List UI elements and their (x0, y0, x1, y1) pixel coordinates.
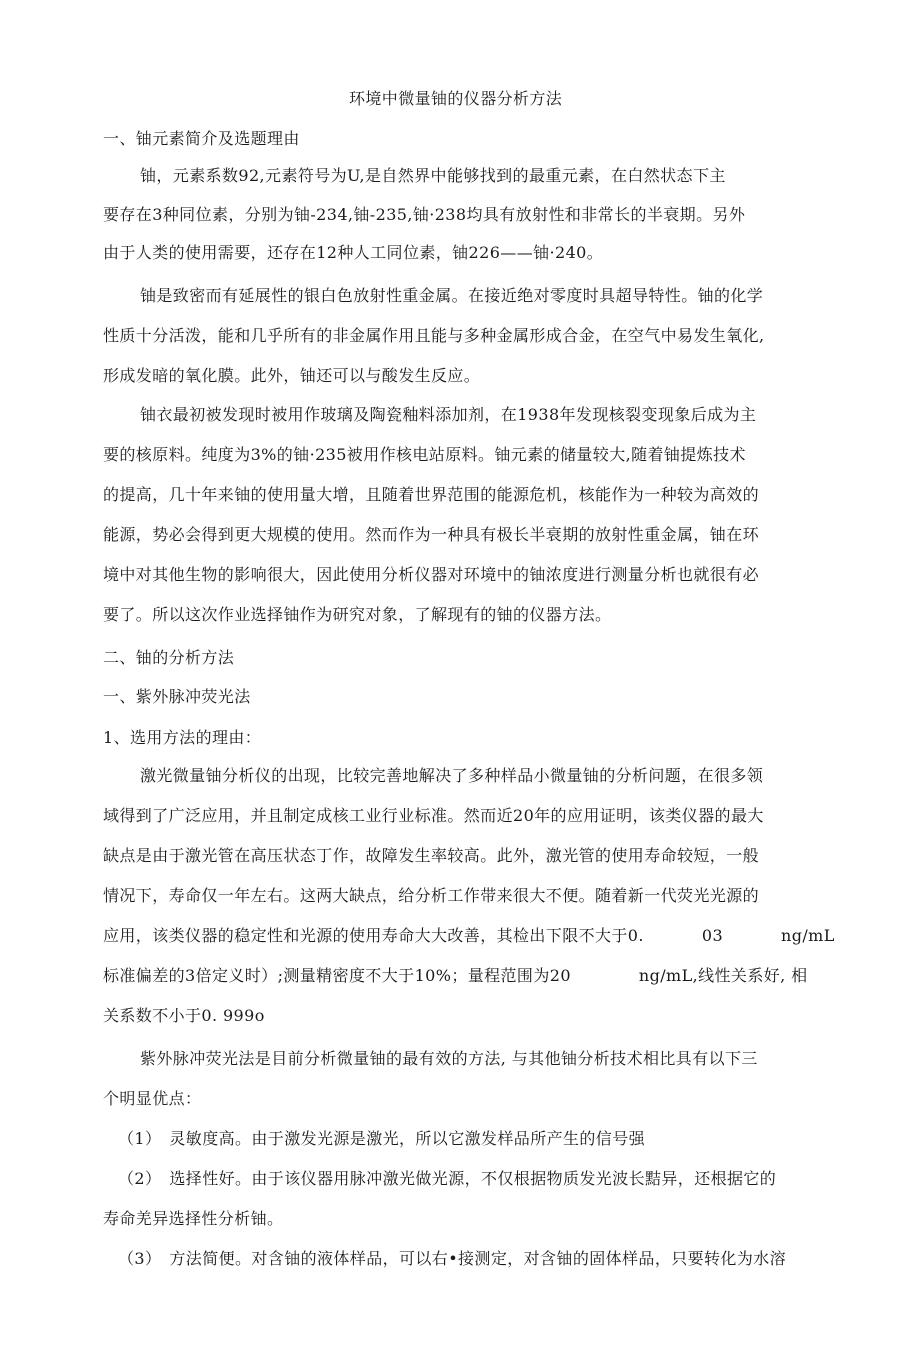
paragraph-line: 要存在3种同位素，分别为铀-234,铀-235,铀·238均具有放射性和非常长的半衰期。另外 (103, 205, 746, 224)
list-text: 灵敏度高。由于激发光源是激光，所以它激发样品所产生的信号强 (169, 1129, 645, 1148)
paragraph-line: 要了。所以这次作业选择铀作为研究对象，了解现有的铀的仪器方法。 (103, 605, 612, 624)
section-heading-intro: 一、铀元素简介及选题理由 (103, 129, 300, 148)
paragraph-line: 铀，元素系数92,元素符号为U,是自然界中能够找到的最重元素，在白然状态下主 (140, 166, 726, 185)
list-number: （1） (118, 1129, 162, 1148)
paragraph-line: 关系数不小于0. 999o (103, 1006, 265, 1025)
page-title: 环境中微量铀的仪器分析方法 (349, 89, 563, 108)
paragraph-line: 由于人类的使用需要，还存在12种人工同位素，铀226——铀·240。 (103, 243, 604, 262)
list-number: （3） (118, 1249, 162, 1268)
paragraph-line: 情况下，寿命仅一年左右。这两大缺点，给分析工作带来很大不便。随着新一代荧光光源的 (103, 886, 760, 905)
list-number: （2） (118, 1169, 162, 1188)
paragraph-text: 应用，该类仪器的稳定性和光源的使用寿命大大改善，其检出下限不大于0. (103, 926, 644, 945)
list-text: 方法简便。对含铀的液体样品，可以右•接测定，对含铀的固体样品，只要转化为水溶 (169, 1249, 787, 1268)
section-heading-methods: 二、铀的分析方法 (103, 648, 235, 667)
detection-limit-value: 03 (701, 926, 724, 945)
paragraph-line: 紫外脉冲荧光法是目前分析微量铀的最有效的方法, 与其他铀分析技术相比具有以下三 (140, 1049, 758, 1068)
paragraph-line: 域得到了广泛应用，并且制定成核工业行业标准。然而近20年的应用证明，该类仪器的最大 (103, 806, 764, 825)
paragraph-text: 标准偏差的3倍定义时）;测量精密度不大于10%；量程范围为20 (103, 966, 571, 985)
item-heading: 1、选用方法的理由： (103, 728, 262, 747)
paragraph-line: 个明显优点： (103, 1089, 202, 1108)
paragraph-line: 寿命羌异选择性分析铀。 (103, 1209, 284, 1228)
detection-limit-unit: ng/mL (781, 926, 835, 945)
paragraph-line: 的提高，几十年来铀的使用量大增，且随着世界范围的能源危机，核能作为一种较为高效的 (103, 485, 760, 504)
list-item (118, 1169, 776, 1189)
paragraph-line: 激光微量铀分析仪的出现，比较完善地解决了多种样品小微量铀的分析问题，在很多领 (140, 766, 764, 785)
paragraph-text: ng/mL,线性关系好, 相 (638, 966, 808, 985)
paragraph-line: 能源，势必会得到更大规模的使用。然而作为一种具有极长半衰期的放射性重金属，铀在环 (103, 525, 760, 544)
paragraph-line: 要的核原料。纯度为3%的铀·235被用作核电站原料。铀元素的储量较大,随着铀提炼技术 (103, 445, 746, 464)
list-item (118, 1249, 786, 1269)
paragraph-line: 性质十分活泼，能和几乎所有的非金属作用且能与多种金属形成合金，在空气中易发生氧化, (103, 326, 765, 345)
paragraph-line: 境中对其他生物的影响很大，因此使用分析仪器对环境中的铀浓度进行测量分析也就很有必 (103, 565, 760, 584)
paragraph-line: 形成发暗的氧化膜。此外，铀还可以与酸发生反应。 (103, 366, 481, 385)
paragraph-line (103, 926, 835, 946)
paragraph-line (103, 966, 808, 986)
subsection-heading: 一、紫外脉冲荧光法 (103, 687, 251, 706)
paragraph-line: 铀是致密而有延展性的银白色放射性重金属。在接近绝对零度时具超导特性。铀的化学 (140, 286, 764, 305)
paragraph-line: 缺点是由于激光管在高压状态丁作，故障发生率较高。此外，激光管的使用寿命较短，一般 (103, 846, 760, 865)
paragraph-line: 铀衣最初被发现时被用作玻璃及陶瓷釉料添加剂，在1938年发现核裂变现象后成为主 (140, 405, 757, 424)
list-item (118, 1129, 645, 1149)
list-text: 选择性好。由于该仪器用脉冲激光做光源，不仅根据物质发光波长黠异，还根据它的 (169, 1169, 777, 1188)
